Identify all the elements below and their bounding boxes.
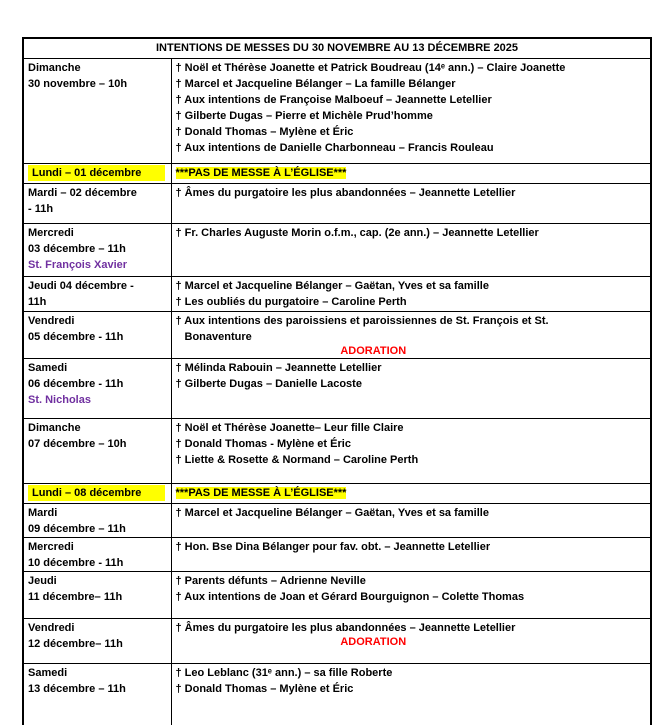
- schedule-row: [23, 419, 651, 484]
- day-label: 05 décembre - 11h: [28, 331, 124, 343]
- day-label: [28, 485, 167, 501]
- schedule-row: [23, 184, 651, 224]
- day-cell: [23, 619, 171, 664]
- day-label: Mercredi: [28, 541, 74, 553]
- intention-line: † Liette & Rosette & Normand – Caroline Perth: [175, 454, 419, 466]
- day-cell: [23, 504, 171, 538]
- intention-line: † Leo Leblanc (31ᵉ ann.) – sa fille Roberte: [175, 667, 393, 679]
- intention-line: † Gilberte Dugas – Pierre et Michèle Prud’homme: [175, 110, 433, 122]
- schedule-row: [23, 504, 651, 538]
- day-cell: [23, 484, 171, 504]
- day-cell: [23, 164, 171, 184]
- day-label: 10 décembre - 11h: [28, 557, 124, 569]
- intention-line: † Fr. Charles Auguste Morin o.f.m., cap. (2e ann.) – Jeannette Letellier: [175, 227, 539, 239]
- intention-line: † Marcel et Jacqueline Bélanger – Gaëtan, Yves et sa famille: [175, 507, 489, 519]
- intentions-cell: [171, 184, 651, 224]
- intentions-cell: [171, 359, 651, 419]
- day-label: Dimanche: [28, 422, 81, 434]
- day-label: 12 décembre– 11h: [28, 638, 123, 650]
- no-mass-highlight: ***PAS DE MESSE À L’ÉGLISE***: [175, 487, 347, 499]
- day-label: Mardi – 02 décembre: [28, 187, 137, 199]
- day-label: 11h: [28, 296, 47, 308]
- day-cell: [23, 538, 171, 572]
- day-cell: [23, 224, 171, 277]
- saint-name: St. François Xavier: [28, 259, 128, 271]
- day-label: Jeudi 04 décembre -: [28, 280, 134, 292]
- intention-line: † Gilberte Dugas – Danielle Lacoste: [175, 378, 362, 390]
- day-label: Vendredi: [28, 622, 75, 634]
- schedule-row: [23, 224, 651, 277]
- schedule-row: [23, 312, 651, 359]
- intention-line: † Donald Thomas – Mylène et Éric: [175, 126, 354, 138]
- intention-line: † Aux intentions de Danielle Charbonneau – Francis Rouleau: [175, 142, 494, 154]
- day-label: 09 décembre – 11h: [28, 523, 126, 535]
- day-label: Dimanche: [28, 62, 81, 74]
- intentions-cell: [171, 619, 651, 664]
- no-mass-highlight: ***PAS DE MESSE À L’ÉGLISE***: [175, 167, 347, 179]
- intentions-cell: [171, 664, 651, 725]
- title-row: [23, 38, 651, 59]
- day-cell: [23, 664, 171, 725]
- intention-line: † Aux intentions des paroissiens et paroissiennes de St. François et St.: [175, 315, 549, 327]
- day-label: - 11h: [28, 203, 54, 215]
- intentions-cell: [171, 59, 651, 164]
- highlighted-day-label: Lundi – 01 décembre: [28, 165, 165, 181]
- intention-line: † Noël et Thérèse Joanette et Patrick Boudreau (14ᵉ ann.) – Claire Joanette: [175, 62, 566, 74]
- intention-line: † Donald Thomas - Mylène et Éric: [175, 438, 351, 450]
- schedule-row: [23, 619, 651, 664]
- adoration-label: ADORATION: [340, 636, 407, 648]
- intentions-cell: [171, 419, 651, 484]
- schedule-row: [23, 538, 651, 572]
- intention-line: † Âmes du purgatoire les plus abandonnées – Jeannette Letellier: [175, 187, 516, 199]
- day-cell: [23, 277, 171, 312]
- intentions-cell: [171, 164, 651, 184]
- mass-intentions-table: [22, 37, 652, 725]
- adoration-label: ADORATION: [340, 345, 407, 357]
- intention-line: † Mélinda Rabouin – Jeannette Letellier: [175, 362, 382, 374]
- day-label: Samedi: [28, 362, 68, 374]
- day-label: 11 décembre– 11h: [28, 591, 123, 603]
- day-cell: [23, 572, 171, 619]
- day-cell: [23, 184, 171, 224]
- intention-line-continuation: Bonaventure: [184, 331, 252, 343]
- day-cell: [23, 359, 171, 419]
- intentions-cell: [171, 504, 651, 538]
- day-label: 07 décembre – 10h: [28, 438, 127, 450]
- intention-line: † Parents défunts – Adrienne Neville: [175, 575, 366, 587]
- saint-name: St. Nicholas: [28, 394, 91, 406]
- highlighted-day-label: Lundi – 08 décembre: [28, 485, 165, 501]
- intention-line: † Aux intentions de Joan et Gérard Bourguignon – Colette Thomas: [175, 591, 525, 603]
- intentions-cell: [171, 484, 651, 504]
- intention-line: † Marcel et Jacqueline Bélanger – La famille Bélanger: [175, 78, 456, 90]
- day-label: Jeudi: [28, 575, 57, 587]
- intention-line: † Donald Thomas – Mylène et Éric: [175, 683, 354, 695]
- schedule-row: [23, 359, 651, 419]
- intention-line: † Marcel et Jacqueline Bélanger – Gaëtan, Yves et sa famille: [175, 280, 489, 292]
- day-label: 03 décembre – 11h: [28, 243, 126, 255]
- page-title: INTENTIONS DE MESSES DU 30 NOVEMBRE AU 13 DÉCEMBRE 2025: [23, 38, 651, 59]
- intention-line: † Les oubliés du purgatoire – Caroline Perth: [175, 296, 407, 308]
- schedule-row: [23, 164, 651, 184]
- intention-line: † Aux intentions de Françoise Malboeuf – Jeannette Letellier: [175, 94, 492, 106]
- day-cell: [23, 312, 171, 359]
- schedule-row: [23, 59, 651, 164]
- day-label: Mercredi: [28, 227, 74, 239]
- day-cell: [23, 59, 171, 164]
- schedule-row: [23, 572, 651, 619]
- day-label: 13 décembre – 11h: [28, 683, 126, 695]
- day-cell: [23, 419, 171, 484]
- day-label: [28, 165, 167, 181]
- no-mass-notice: [176, 165, 647, 181]
- intention-line: † Noël et Thérèse Joanette– Leur fille Claire: [175, 422, 404, 434]
- intention-line: † Hon. Bse Dina Bélanger pour fav. obt. – Jeannette Letellier: [175, 541, 491, 553]
- day-label: 06 décembre - 11h: [28, 378, 124, 390]
- day-label: 30 novembre – 10h: [28, 78, 128, 90]
- intentions-cell: [171, 572, 651, 619]
- schedule-row: [23, 664, 651, 725]
- intentions-cell: [171, 312, 651, 359]
- intention-line: † Âmes du purgatoire les plus abandonnées – Jeannette Letellier: [175, 622, 516, 634]
- schedule-row: [23, 277, 651, 312]
- no-mass-notice: [176, 485, 647, 501]
- day-label: Samedi: [28, 667, 68, 679]
- intentions-cell: [171, 538, 651, 572]
- day-label: Vendredi: [28, 315, 75, 327]
- day-label: Mardi: [28, 507, 58, 519]
- schedule-row: [23, 484, 651, 504]
- intentions-cell: [171, 224, 651, 277]
- intentions-cell: [171, 277, 651, 312]
